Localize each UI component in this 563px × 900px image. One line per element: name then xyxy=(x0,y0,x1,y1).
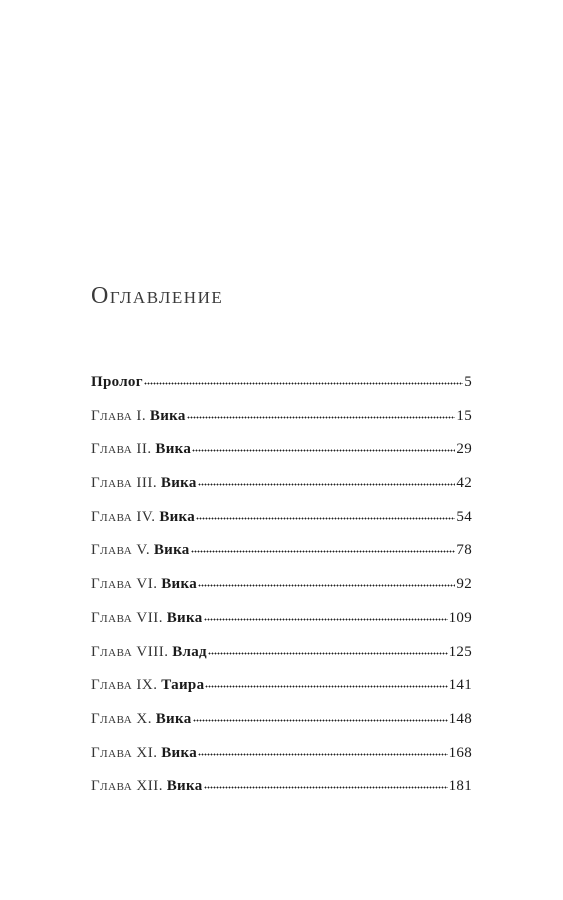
toc-entry-name: Вика xyxy=(153,542,190,559)
toc-entry-chapter-5[interactable] xyxy=(91,540,472,574)
toc-entry-page: 109 xyxy=(448,609,472,626)
toc-entry-page: 54 xyxy=(456,508,472,525)
toc-entry-chapter: Глава III. xyxy=(91,475,158,492)
toc-entry-page: 5 xyxy=(464,374,472,390)
toc-entry-chapter-11[interactable] xyxy=(91,743,472,777)
toc-entry-chapter: Глава VIII. xyxy=(91,643,169,660)
toc-entry-chapter: Глава IX. xyxy=(91,677,158,694)
toc-entry-name: Вика xyxy=(149,407,186,424)
toc-entry-chapter: Глава X. xyxy=(91,710,152,727)
toc-entry-page: 42 xyxy=(456,475,472,492)
toc-entry-name: Вика xyxy=(166,609,203,626)
toc-entry-chapter: Глава I. xyxy=(91,407,147,424)
toc-entry-label xyxy=(91,743,197,763)
toc-entry-page: 181 xyxy=(448,778,472,795)
toc-entry-chapter-6[interactable] xyxy=(91,574,472,608)
toc-dot-leader xyxy=(193,709,448,723)
toc-entry-page: 29 xyxy=(456,441,472,458)
toc-entry-chapter-7[interactable] xyxy=(91,608,472,642)
toc-dot-leader xyxy=(204,776,448,790)
toc-dot-leader xyxy=(144,372,463,386)
toc-dot-leader xyxy=(205,675,447,689)
toc-entry-chapter: Глава VII. xyxy=(91,609,163,626)
toc-entry-label xyxy=(91,439,191,459)
toc-dot-leader xyxy=(198,743,448,757)
toc-entry-name: Вика xyxy=(161,576,198,593)
toc-entry-page: 141 xyxy=(448,677,472,694)
toc-entry-page: 92 xyxy=(456,576,472,593)
toc-entry-chapter-2[interactable] xyxy=(91,439,472,473)
toc-dot-leader xyxy=(204,608,448,622)
toc-entry-label xyxy=(91,574,197,594)
toc-entry-label xyxy=(91,776,203,796)
toc-entry-name: Пролог xyxy=(91,374,143,390)
toc-entry-name: Вика xyxy=(159,508,196,525)
toc-entry-page: 148 xyxy=(448,710,472,727)
toc-entry-name: Вика xyxy=(160,475,197,492)
toc-dot-leader xyxy=(191,540,456,554)
toc-entry-chapter-8[interactable] xyxy=(91,642,472,676)
toc-entry-chapter-4[interactable] xyxy=(91,507,472,541)
toc-entry-page: 125 xyxy=(448,643,472,660)
toc-entry-name: Вика xyxy=(155,441,192,458)
toc-dot-leader xyxy=(208,642,448,656)
toc-dot-leader xyxy=(196,507,455,521)
toc-entry-name: Влад xyxy=(172,643,207,660)
toc-entry-label xyxy=(91,406,186,426)
toc-entry-page: 78 xyxy=(456,542,472,559)
toc-entry-page: 168 xyxy=(448,744,472,761)
toc-list xyxy=(91,372,472,810)
toc-entry-chapter-9[interactable] xyxy=(91,675,472,709)
toc-entry-chapter: Глава XII. xyxy=(91,778,163,795)
toc-entry-chapter: Глава IV. xyxy=(91,508,156,525)
toc-entry-chapter: Глава II. xyxy=(91,441,152,458)
toc-entry-chapter-12[interactable] xyxy=(91,776,472,810)
toc-entry-label xyxy=(91,675,204,695)
toc-entry-name: Таира xyxy=(161,677,205,694)
toc-dot-leader xyxy=(198,473,456,487)
toc-entry-name: Вика xyxy=(161,744,198,761)
toc-entry-chapter-3[interactable] xyxy=(91,473,472,507)
toc-dot-leader xyxy=(192,439,455,453)
toc-entry-chapter-10[interactable] xyxy=(91,709,472,743)
toc-entry-prologue[interactable] xyxy=(91,372,472,406)
toc-entry-label xyxy=(91,709,192,729)
toc-entry-label xyxy=(91,540,190,560)
toc-entry-chapter: Глава V. xyxy=(91,542,151,559)
toc-entry-page: 15 xyxy=(456,407,472,424)
toc-entry-label xyxy=(91,642,207,662)
toc-title: Оглавление xyxy=(91,283,224,309)
toc-entry-label xyxy=(91,372,143,392)
toc-entry-name: Вика xyxy=(166,778,203,795)
toc-dot-leader xyxy=(198,574,455,588)
toc-entry-label xyxy=(91,608,203,628)
toc-entry-name: Вика xyxy=(155,710,192,727)
toc-entry-label xyxy=(91,507,195,527)
toc-entry-chapter: Глава XI. xyxy=(91,744,158,761)
toc-entry-chapter: Глава VI. xyxy=(91,576,158,593)
toc-entry-label xyxy=(91,473,197,493)
toc-dot-leader xyxy=(187,406,456,420)
toc-entry-chapter-1[interactable] xyxy=(91,406,472,440)
